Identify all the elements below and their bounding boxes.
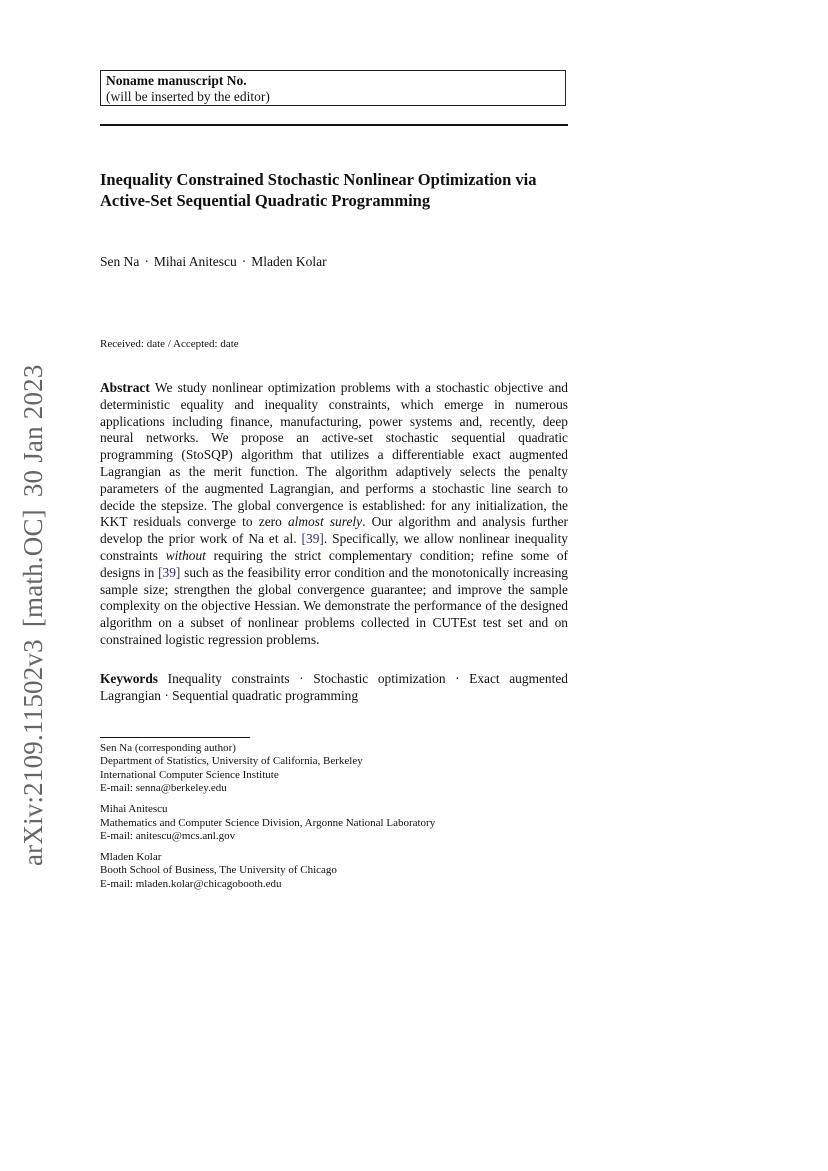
abstract-text: . Our algorithm and analysis further develop the prior work of Na et al.: [100, 514, 568, 547]
author-list: [100, 254, 327, 270]
keywords-label: Keywords: [100, 671, 159, 686]
keywords: [100, 671, 568, 705]
arxiv-side-stamp: [18, 352, 49, 866]
abstract-emphasis: without: [165, 547, 206, 563]
header-rule: [100, 124, 568, 126]
affiliation-name: Mladen Kolar: [100, 850, 162, 863]
manuscript-number: Noname manuscript No.: [106, 73, 247, 88]
abstract-text: We study nonlinear optimization problems with a stochastic objective and deterministic equality and inequality constraints, which emerge in numerous applications including finance, manufacturing, power systems and, recently, deep neural networks. We propose an active-set stochastic sequential quadratic programming (StoSQP) algorithm that utilizes a differentiable exact augmented Lagrangian as the merit function. The algorithm adaptively selects the penalty parameters of the augmented Lagrangian, and performs a stochastic line search to decide the stepsize. The global convergence is established: for any initialization, the KKT residuals converge to zero: [100, 380, 568, 530]
affiliation-name: Mihai Anitescu: [100, 803, 168, 816]
abstract-label: Abstract: [100, 380, 150, 395]
affiliation-line: International Computer Science Institute: [100, 768, 279, 781]
abstract-emphasis: almost surely: [287, 514, 363, 530]
citation-link[interactable]: [39]: [158, 564, 181, 580]
abstract-text: . Specifically, we allow nonlinear inequality constraints: [100, 531, 568, 563]
abstract-text: requiring the strict complementary condition; refine some of designs in: [100, 547, 568, 580]
author-separator: ·: [144, 254, 149, 269]
abstract-text: such as the feasibility error condition and the monotonically increasing sample size; strengthen the global convergence guarantee; and improve the sample complexity on the objective Hessian. We demonstrate the performance of the designed algorithm on a subset of nonlinear problems collected in CUTEst test set and on constrained logistic regression problems.: [100, 564, 568, 647]
author-name: Sen Na: [100, 254, 140, 269]
affiliation-line: Booth School of Business, The University of Chicago: [100, 864, 337, 877]
affiliation-email: E-mail: anitescu@mcs.anl.gov: [100, 829, 236, 842]
citation-link[interactable]: [39]: [301, 531, 324, 547]
arxiv-category: [math.OC]: [18, 509, 48, 628]
affiliation-block: [100, 803, 435, 843]
affiliation-line: Department of Statistics, University of California, Berkeley: [100, 755, 363, 768]
author-name: Mladen Kolar: [251, 254, 327, 269]
received-date: Received: date / Accepted: date: [100, 338, 239, 350]
arxiv-id: arXiv:2109.11502v3: [18, 639, 48, 866]
affiliation-email: E-mail: senna@berkeley.edu: [100, 782, 227, 795]
affiliations: [100, 742, 435, 899]
manuscript-editor-note: (will be inserted by the editor): [106, 89, 270, 104]
abstract: [100, 380, 568, 649]
affiliation-line: Mathematics and Computer Science Division, Argonne National Laboratory: [100, 816, 436, 829]
paper-title: Inequality Constrained Stochastic Nonlinear Optimization via Active-Set Sequential Quadratic Programming: [100, 170, 537, 210]
affiliation-block: [100, 851, 435, 891]
manuscript-box: [100, 70, 566, 106]
affiliation-name: Sen Na (corresponding author): [100, 742, 236, 754]
author-name: Mihai Anitescu: [153, 254, 237, 269]
footnote-rule: [100, 737, 250, 738]
arxiv-date: 30 Jan 2023: [18, 364, 48, 498]
affiliation-email: E-mail: mladen.kolar@chicagobooth.edu: [100, 877, 282, 890]
affiliation-block: [100, 742, 435, 796]
keywords-text: Inequality constraints · Stochastic optimization · Exact augmented Lagrangian · Sequential quadratic programming: [100, 671, 568, 703]
author-separator: ·: [241, 254, 247, 269]
